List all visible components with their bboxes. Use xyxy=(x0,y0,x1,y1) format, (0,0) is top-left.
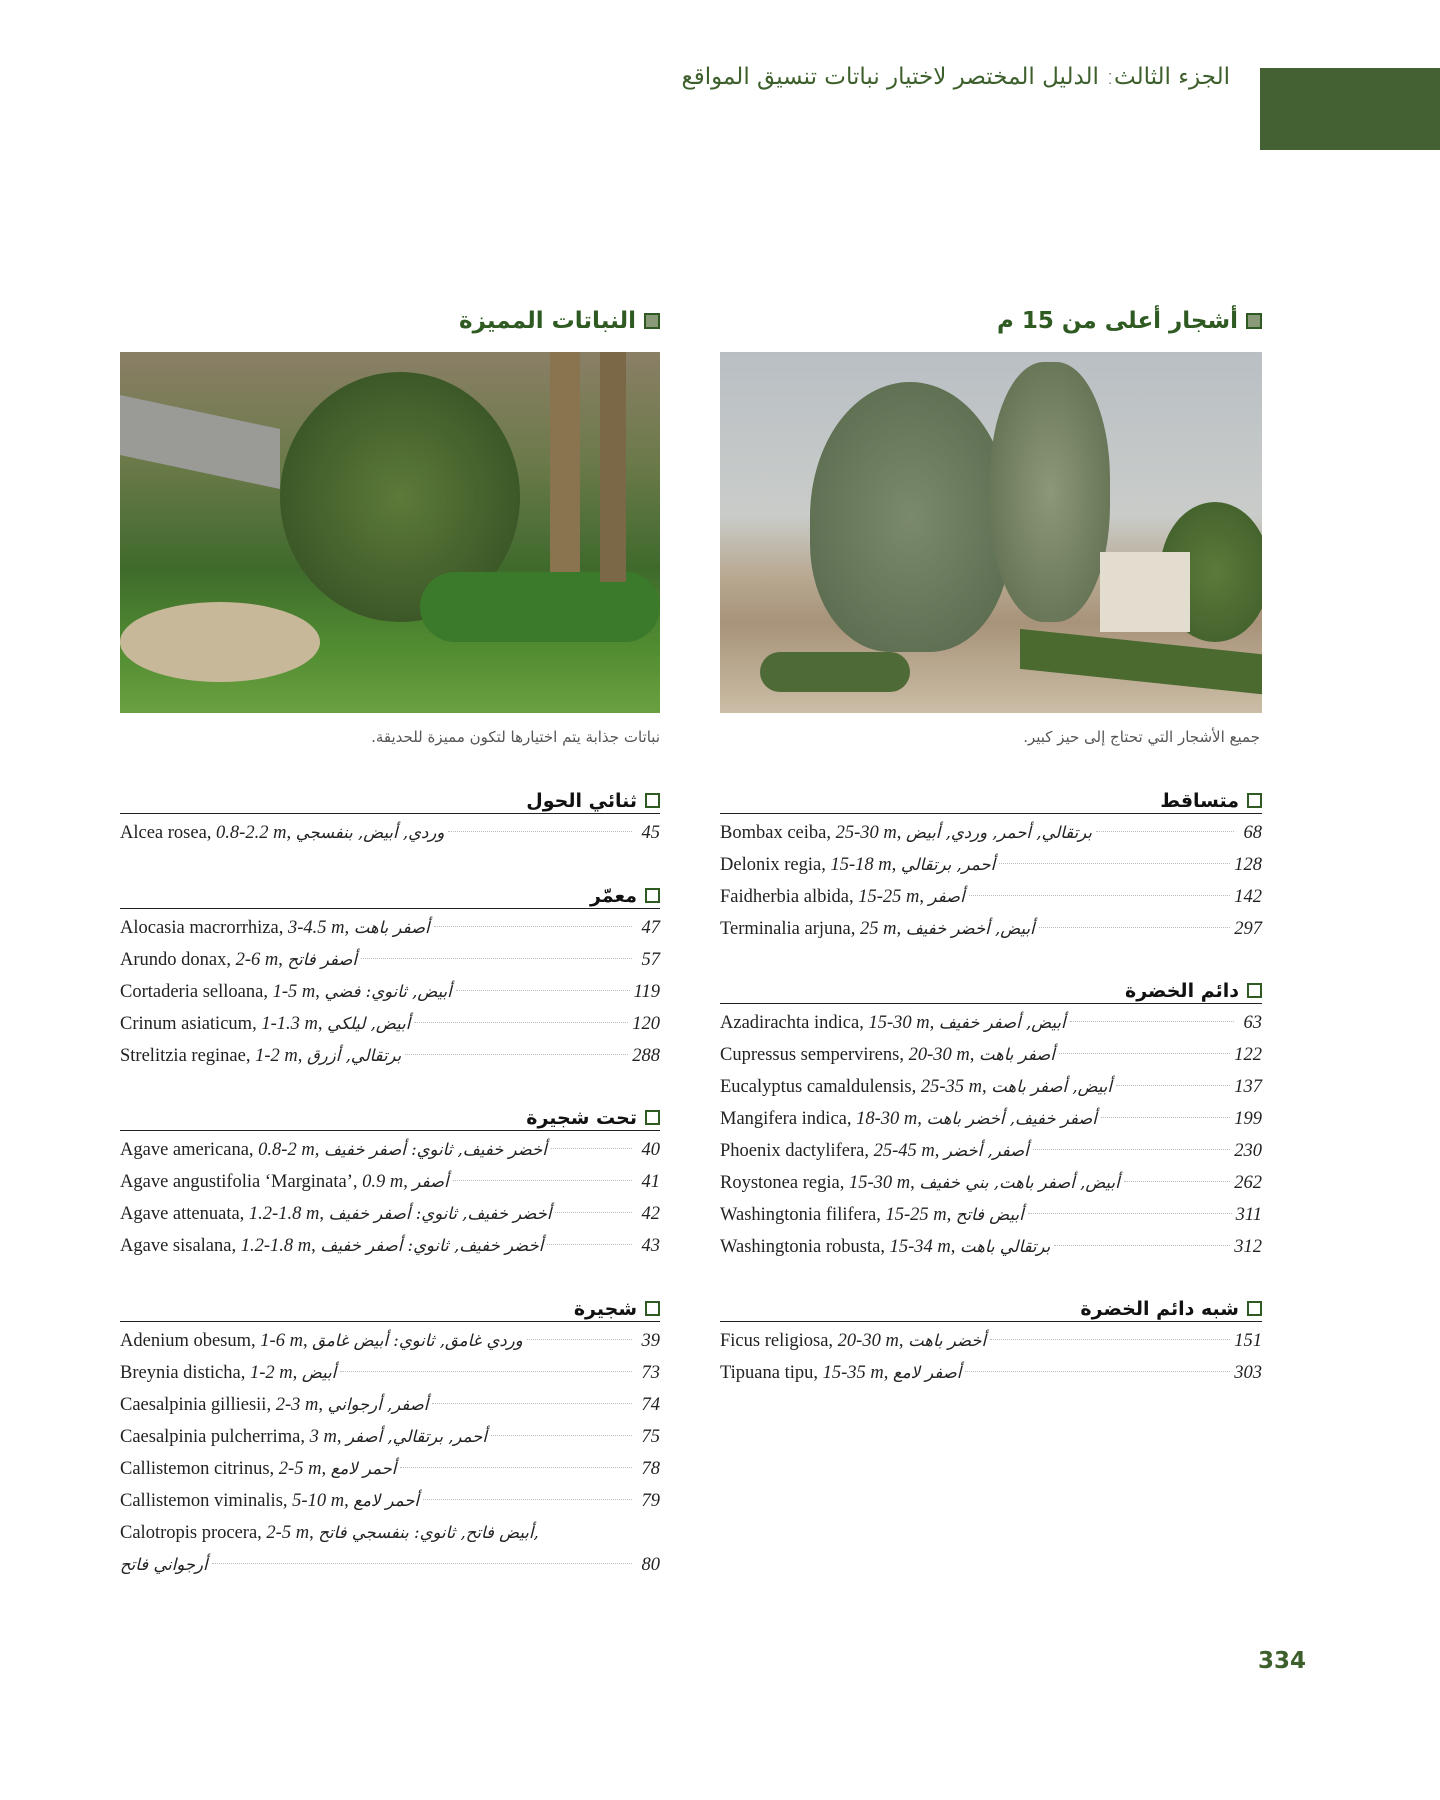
plant-name: Arundo donax xyxy=(120,950,227,970)
flower-colors: وردي, أبيض, بنفسجي xyxy=(295,823,445,842)
flower-colors: أحمر, برتقالي, أصفر xyxy=(346,1427,487,1446)
dotted-leader xyxy=(453,1180,632,1181)
plant-list-group xyxy=(120,1102,660,1262)
plant-height: 3 m xyxy=(309,1427,337,1447)
flower-colors: أصفر باهت xyxy=(978,1045,1055,1064)
dotted-leader xyxy=(405,1054,628,1055)
page-reference: 312 xyxy=(1234,1237,1262,1257)
plant-name: Tipuana tipu xyxy=(720,1363,814,1383)
plant-name: Cortaderia selloana xyxy=(120,982,264,1002)
flower-colors: أصفر xyxy=(412,1172,449,1191)
plant-height: 18-30 m xyxy=(856,1109,918,1129)
plant-entry xyxy=(120,1389,660,1421)
plant-height: 15-30 m xyxy=(868,1013,930,1033)
dotted-leader xyxy=(212,1563,632,1564)
dotted-leader xyxy=(1039,927,1231,928)
group-title: تحت شجيرة xyxy=(526,1107,637,1129)
plant-name: Eucalyptus camaldulensis xyxy=(720,1077,912,1097)
plant-height: 0.8-2 m xyxy=(258,1140,315,1160)
plant-entry xyxy=(120,944,660,976)
plant-name: Cupressus sempervirens xyxy=(720,1045,900,1065)
page-reference: 230 xyxy=(1234,1141,1262,1161)
plant-text: Delonix regia, 15-18 m, أحمر, برتقالي xyxy=(720,855,996,875)
plant-text: Bombax ceiba, 25-30 m, برتقالي, أحمر, وردي, أبيض xyxy=(720,823,1092,843)
plant-entry xyxy=(120,1325,660,1357)
flower-colors: أحمر لامع xyxy=(353,1491,420,1510)
plant-name: Bombax ceiba xyxy=(720,823,827,843)
plant-text: Agave sisalana, 1.2-1.8 m, أخضر خفيف, ثانوي: أصفر خفيف xyxy=(120,1236,544,1256)
flower-colors-continued: أرجواني فاتح xyxy=(120,1555,208,1574)
dotted-leader xyxy=(1054,1245,1230,1246)
plant-name: Alocasia macrorrhiza xyxy=(120,918,279,938)
plant-height: 1-2 m xyxy=(255,1046,298,1066)
plant-entry xyxy=(120,1134,660,1166)
plant-text: Alcea rosea, 0.8-2.2 m, وردي, أبيض, بنفسجي xyxy=(120,823,445,843)
plant-text: Callistemon viminalis, 5-10 m, أحمر لامع xyxy=(120,1491,420,1511)
flower-colors: أحمر لامع xyxy=(330,1459,397,1478)
square-bullet-icon xyxy=(1247,1301,1262,1316)
dotted-leader xyxy=(999,863,1230,864)
group-heading xyxy=(120,880,660,909)
plant-entry xyxy=(720,1167,1262,1199)
flower-colors: أصفر لامع xyxy=(893,1363,962,1382)
dotted-leader xyxy=(1124,1181,1231,1182)
section-title: أشجار أعلى من 15 م xyxy=(996,308,1238,334)
plant-name: Agave angustifolia ‘Marginata’ xyxy=(120,1172,353,1192)
plant-name: Ficus religiosa xyxy=(720,1331,829,1351)
group-title: شجيرة xyxy=(573,1298,637,1320)
plant-name: Calotropis procera xyxy=(120,1523,258,1543)
flower-colors: أصفر خفيف, أخضر باهت xyxy=(926,1109,1097,1128)
plant-list-group xyxy=(120,785,660,849)
page-reference: 303 xyxy=(1234,1363,1262,1383)
plant-text: Cortaderia selloana, 1-5 m, أبيض, ثانوي: فضي xyxy=(120,982,452,1002)
plant-height: 15-25 m xyxy=(858,887,920,907)
flower-colors: أبيض xyxy=(301,1363,337,1382)
page-reference: 311 xyxy=(1235,1205,1262,1225)
plant-entry xyxy=(120,1421,660,1453)
dotted-leader xyxy=(434,926,632,927)
flower-colors: أبيض, أصفر باهت, بني خفيف xyxy=(919,1173,1120,1192)
plant-entry xyxy=(120,817,660,849)
plant-name: Callistemon viminalis xyxy=(120,1491,283,1511)
page-reference: 122 xyxy=(1234,1045,1262,1065)
square-bullet-icon xyxy=(1247,793,1262,808)
plant-height: 15-34 m xyxy=(889,1237,951,1257)
plant-name: Callistemon citrinus xyxy=(120,1459,270,1479)
plant-height: 2-3 m xyxy=(275,1395,319,1415)
flower-colors: برتقالي, أحمر, وردي, أبيض xyxy=(906,823,1092,842)
plant-name: Faidherbia albida xyxy=(720,887,849,907)
flower-colors: أبيض فاتح, ثانوي: بنفسجي فاتح, xyxy=(318,1523,539,1542)
plant-height: 15-25 m xyxy=(885,1205,947,1225)
page-reference: 73 xyxy=(641,1363,660,1383)
plant-height: 0.8-2.2 m xyxy=(216,823,287,843)
plant-text: Faidherbia albida, 15-25 m, أصفر xyxy=(720,887,965,907)
plant-height: 2-6 m xyxy=(235,950,279,970)
square-bullet-icon xyxy=(644,313,660,329)
plant-entry xyxy=(120,1198,660,1230)
dotted-leader xyxy=(547,1244,632,1245)
plant-name: Agave sisalana xyxy=(120,1236,232,1256)
page-reference: 119 xyxy=(633,982,660,1002)
flower-colors: أحمر, برتقالي xyxy=(900,855,996,874)
flower-colors: برتقالي, أزرق xyxy=(307,1046,402,1065)
plant-height: 1-5 m xyxy=(272,982,316,1002)
plant-name: Washingtonia robusta xyxy=(720,1237,881,1257)
plant-text: Washingtonia filifera, 15-25 m, أبيض فاتح xyxy=(720,1205,1024,1225)
square-bullet-icon xyxy=(1247,983,1262,998)
dotted-leader xyxy=(400,1467,632,1468)
plant-text: Washingtonia robusta, 15-34 m, برتقالي باهت xyxy=(720,1237,1051,1257)
photo-caption: نباتات جذابة يتم اختيارها لتكون مميزة للحديقة. xyxy=(371,728,660,746)
dotted-leader xyxy=(414,1022,628,1023)
plant-name: Roystonea regia xyxy=(720,1173,840,1193)
plant-height: 25-35 m xyxy=(920,1077,983,1097)
flower-colors: أصفر باهت xyxy=(353,918,430,937)
plant-entry xyxy=(120,976,660,1008)
plant-name: Alcea rosea xyxy=(120,823,207,843)
running-title: الجزء الثالث: الدليل المختصر لاختيار نباتات تنسيق المواقع xyxy=(681,64,1230,90)
plant-name: Terminalia arjuna xyxy=(720,919,851,939)
section-heading-feature-plants xyxy=(459,308,660,334)
plant-text: Strelitzia reginae, 1-2 m, برتقالي, أزرق xyxy=(120,1046,402,1066)
plant-list-group xyxy=(720,785,1262,945)
plant-height: 0.9 m xyxy=(362,1172,404,1192)
flower-colors: أخضر خفيف, ثانوي: أصفر خفيف xyxy=(323,1140,547,1159)
section-title: النباتات المميزة xyxy=(459,308,636,334)
page-reference: 47 xyxy=(641,918,660,938)
plant-entry xyxy=(720,1135,1262,1167)
plant-height: 25-45 m xyxy=(873,1141,935,1161)
dotted-leader xyxy=(1059,1053,1230,1054)
section-heading-tall-trees xyxy=(997,308,1262,334)
page-reference: 297 xyxy=(1234,919,1262,939)
plant-entry xyxy=(720,817,1262,849)
plant-name: Adenium obesum xyxy=(120,1331,252,1351)
chapter-color-tab xyxy=(1260,68,1440,150)
plant-height: 1-1.3 m xyxy=(261,1014,318,1034)
plant-height: 15-35 m xyxy=(822,1363,884,1383)
group-title: متساقط xyxy=(1160,790,1239,812)
page-reference: 120 xyxy=(632,1014,660,1034)
plant-height: 2-5 m xyxy=(278,1459,322,1479)
dotted-leader xyxy=(340,1371,632,1372)
page-reference: 79 xyxy=(641,1491,660,1511)
plant-text: Crinum asiaticum, 1-1.3 m, أبيض, ليلكي xyxy=(120,1014,411,1034)
plant-name: Caesalpinia gilliesii xyxy=(120,1395,267,1415)
photo-tall-trees xyxy=(720,352,1262,713)
dotted-leader xyxy=(491,1435,632,1436)
page-reference: 39 xyxy=(641,1331,660,1351)
plant-entry xyxy=(720,1231,1262,1263)
group-title: ثنائي الحول xyxy=(526,790,637,812)
flower-colors: وردي غامق, ثانوي: أبيض غامق xyxy=(312,1331,523,1350)
square-bullet-icon xyxy=(645,1110,660,1125)
plant-text: Azadirachta indica, 15-30 m, أبيض, أصفر خفيف xyxy=(720,1013,1066,1033)
plant-text: Agave americana, 0.8-2 m, أخضر خفيف, ثانوي: أصفر خفيف xyxy=(120,1140,547,1160)
group-heading xyxy=(720,975,1262,1004)
page-reference: 63 xyxy=(1243,1013,1262,1033)
square-bullet-icon xyxy=(1246,313,1262,329)
plant-text: Cupressus sempervirens, 20-30 m, أصفر باهت xyxy=(720,1045,1055,1065)
plant-list-group xyxy=(720,1293,1262,1389)
plant-text: Mangifera indica, 18-30 m, أصفر خفيف, أخضر باهت xyxy=(720,1109,1097,1129)
flower-colors: أصفر xyxy=(928,887,965,906)
flower-colors: برتقالي باهت xyxy=(960,1237,1051,1256)
dotted-leader xyxy=(527,1339,632,1340)
plant-entry xyxy=(120,1517,660,1549)
flower-colors: أبيض فاتح xyxy=(955,1205,1024,1224)
dotted-leader xyxy=(1096,831,1234,832)
flower-colors: أخضر خفيف, ثانوي: أصفر خفيف xyxy=(320,1236,544,1255)
plant-name: Breynia disticha xyxy=(120,1363,241,1383)
page-reference: 57 xyxy=(641,950,660,970)
plant-name: Caesalpinia pulcherrima xyxy=(120,1427,301,1447)
dotted-leader xyxy=(423,1499,632,1500)
page-reference: 74 xyxy=(641,1395,660,1415)
page-reference: 142 xyxy=(1234,887,1262,907)
page-reference: 41 xyxy=(641,1172,660,1192)
plant-entry xyxy=(720,1007,1262,1039)
plant-name: Phoenix dactylifera xyxy=(720,1141,865,1161)
page-reference: 151 xyxy=(1234,1331,1262,1351)
plant-list-group xyxy=(720,975,1262,1263)
plant-height: 1-6 m xyxy=(260,1331,303,1351)
plant-entry xyxy=(720,1103,1262,1135)
square-bullet-icon xyxy=(645,1301,660,1316)
plant-entry xyxy=(120,1040,660,1072)
plant-entry xyxy=(120,1453,660,1485)
plant-text: Tipuana tipu, 15-35 m, أصفر لامع xyxy=(720,1363,962,1383)
dotted-leader xyxy=(1070,1021,1234,1022)
plant-entry xyxy=(720,1039,1262,1071)
plant-height: 1.2-1.8 m xyxy=(248,1204,320,1224)
dotted-leader xyxy=(555,1212,632,1213)
dotted-leader xyxy=(432,1403,632,1404)
plant-name: Azadirachta indica xyxy=(720,1013,860,1033)
photo-caption: جميع الأشجار التي تحتاج إلى حيز كبير. xyxy=(1023,728,1260,746)
plant-height: 2-5 m xyxy=(266,1523,310,1543)
plant-text: Phoenix dactylifera, 25-45 m, أصفر, أخضر xyxy=(720,1141,1029,1161)
group-title: شبه دائم الخضرة xyxy=(1080,1298,1239,1320)
plant-text: Alocasia macrorrhiza, 3-4.5 m, أصفر باهت xyxy=(120,918,430,938)
plant-height: 25 m xyxy=(859,919,897,939)
page-reference: 43 xyxy=(641,1236,660,1256)
plant-height: 20-30 m xyxy=(908,1045,970,1065)
dotted-leader xyxy=(965,1371,1230,1372)
dotted-leader xyxy=(1033,1149,1231,1150)
plant-text: Callistemon citrinus, 2-5 m, أحمر لامع xyxy=(120,1459,397,1479)
plant-text: Caesalpinia pulcherrima, 3 m, أحمر, برتقالي, أصفر xyxy=(120,1427,487,1447)
dotted-leader xyxy=(969,895,1231,896)
plant-name: Delonix regia xyxy=(720,855,822,875)
group-title: دائم الخضرة xyxy=(1124,980,1239,1002)
plant-text: Terminalia arjuna, 25 m, أبيض, أخضر خفيف xyxy=(720,919,1035,939)
plant-text: Agave angustifolia ‘Marginata’, 0.9 m, أصفر xyxy=(120,1172,449,1192)
dotted-leader xyxy=(448,831,632,832)
plant-height: 15-18 m xyxy=(830,855,892,875)
dotted-leader xyxy=(1028,1213,1232,1214)
plant-height: 20-30 m xyxy=(837,1331,899,1351)
plant-height: 15-30 m xyxy=(848,1173,911,1193)
page-reference: 262 xyxy=(1234,1173,1262,1193)
plant-name: Strelitzia reginae xyxy=(120,1046,246,1066)
plant-height: 5-10 m xyxy=(292,1491,345,1511)
page-reference: 288 xyxy=(632,1046,660,1066)
plant-text: Caesalpinia gilliesii, 2-3 m, أصفر, أرجواني xyxy=(120,1395,429,1415)
flower-colors: أصفر, أرجواني xyxy=(327,1395,429,1414)
flower-colors: أصفر, أخضر xyxy=(944,1141,1029,1160)
plant-name: Washingtonia filifera xyxy=(720,1205,877,1225)
page-reference: 199 xyxy=(1234,1109,1262,1129)
plant-text: Calotropis procera, 2-5 m, أبيض فاتح, ثانوي: بنفسجي فاتح, xyxy=(120,1523,539,1543)
flower-colors: أصفر فاتح xyxy=(287,950,357,969)
plant-entry xyxy=(720,849,1262,881)
plant-entry xyxy=(120,1166,660,1198)
plant-name: Agave attenuata xyxy=(120,1204,240,1224)
plant-entry xyxy=(120,1485,660,1517)
plant-text: Breynia disticha, 1-2 m, أبيض xyxy=(120,1363,337,1383)
plant-height: 3-4.5 m xyxy=(287,918,345,938)
square-bullet-icon xyxy=(645,793,660,808)
group-heading xyxy=(120,1293,660,1322)
plant-entry xyxy=(720,1325,1262,1357)
plant-entry xyxy=(120,1230,660,1262)
plant-list-group xyxy=(120,1293,660,1581)
plant-text: Agave attenuata, 1.2-1.8 m, أخضر خفيف, ثانوي: أصفر خفيف xyxy=(120,1204,552,1224)
page-reference: 68 xyxy=(1243,823,1262,843)
dotted-leader xyxy=(456,990,630,991)
plant-list-group xyxy=(120,880,660,1072)
plant-entry xyxy=(120,912,660,944)
page-reference: 45 xyxy=(641,823,660,843)
flower-colors: أبيض, أخضر خفيف xyxy=(905,919,1035,938)
group-heading xyxy=(720,785,1262,814)
group-heading xyxy=(120,785,660,814)
plant-text: Ficus religiosa, 20-30 m, أخضر باهت xyxy=(720,1331,987,1351)
plant-entry xyxy=(120,1008,660,1040)
page-reference: 78 xyxy=(641,1459,660,1479)
group-heading xyxy=(120,1102,660,1131)
flower-colors: أخضر باهت xyxy=(908,1331,987,1350)
plant-text: Arundo donax, 2-6 m, أصفر فاتح xyxy=(120,950,357,970)
page-reference: 80 xyxy=(641,1555,660,1575)
plant-height: 1.2-1.8 m xyxy=(240,1236,312,1256)
plant-name: Agave americana xyxy=(120,1140,249,1160)
plant-entry xyxy=(720,1199,1262,1231)
flower-colors: أبيض, ثانوي: فضي xyxy=(324,982,452,1001)
plant-name: Crinum asiaticum xyxy=(120,1014,253,1034)
flower-colors: أخضر خفيف, ثانوي: أصفر خفيف xyxy=(328,1204,552,1223)
plant-entry xyxy=(720,913,1262,945)
flower-colors: أبيض, أصفر خفيف xyxy=(938,1013,1066,1032)
page-reference: 42 xyxy=(641,1204,660,1224)
dotted-leader xyxy=(551,1148,632,1149)
dotted-leader xyxy=(361,958,632,959)
flower-colors: أبيض, ليلكي xyxy=(327,1014,411,1033)
plant-height: 1-2 m xyxy=(249,1363,293,1383)
dotted-leader xyxy=(1116,1085,1230,1086)
plant-name: Mangifera indica xyxy=(720,1109,847,1129)
group-title: معمّر xyxy=(589,885,637,907)
square-bullet-icon xyxy=(645,888,660,903)
page-reference: 137 xyxy=(1234,1077,1262,1097)
plant-entry-continued xyxy=(120,1549,660,1581)
page-reference: 75 xyxy=(641,1427,660,1447)
plant-entry xyxy=(720,1071,1262,1103)
dotted-leader xyxy=(990,1339,1230,1340)
plant-text: Adenium obesum, 1-6 m, وردي غامق, ثانوي: أبيض غامق xyxy=(120,1331,523,1351)
group-heading xyxy=(720,1293,1262,1322)
page-reference: 40 xyxy=(641,1140,660,1160)
plant-entry xyxy=(120,1357,660,1389)
plant-height: 25-30 m xyxy=(835,823,897,843)
photo-feature-plants xyxy=(120,352,660,713)
plant-entry xyxy=(720,1357,1262,1389)
page-number: 334 xyxy=(1258,1648,1307,1674)
plant-text: Roystonea regia, 15-30 m, أبيض, أصفر باهت, بني خفيف xyxy=(720,1173,1120,1193)
plant-text: Eucalyptus camaldulensis, 25-35 m, أبيض, أصفر باهت xyxy=(720,1077,1112,1097)
plant-entry xyxy=(720,881,1262,913)
dotted-leader xyxy=(1101,1117,1230,1118)
page-reference: 128 xyxy=(1234,855,1262,875)
flower-colors: أبيض, أصفر باهت xyxy=(991,1077,1112,1096)
